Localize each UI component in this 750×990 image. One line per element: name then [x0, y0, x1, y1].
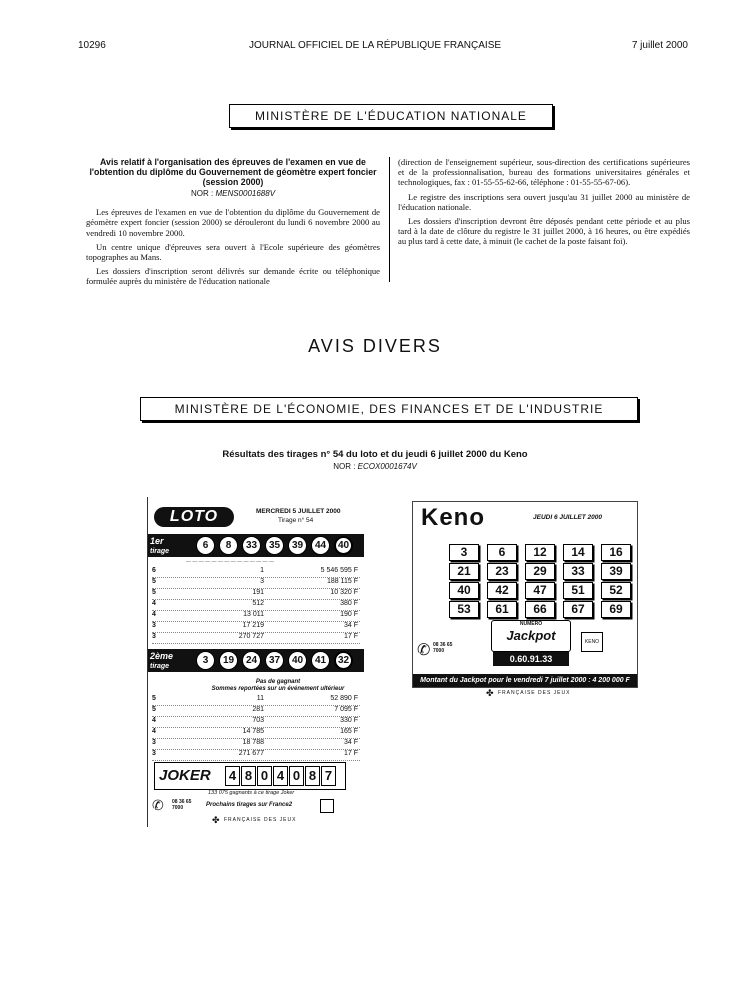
winners: 1 — [260, 567, 264, 574]
paragraph: (direction de l'enseignement supérieur, sous-direction des certifications supérieures et de la professionnalisation, bureau des formations universitaires générales et technologiques, fax : 01-55-55-62-66, téléphone : 01-55-55-67-06). — [398, 157, 690, 188]
keno-phone: 08 36 65 7000 — [433, 642, 453, 654]
numero-label: NUMERO — [519, 621, 543, 627]
winners: 11 — [256, 695, 264, 702]
tirage1-label — [150, 537, 169, 556]
winners: 17 219 — [242, 622, 264, 629]
rank: 3 — [152, 739, 156, 746]
phone-icon: ✆ — [152, 797, 164, 813]
keno-number: 39 — [601, 563, 631, 580]
complementary-ball: 40 — [334, 536, 353, 555]
prize-row — [152, 728, 360, 739]
keno-number: 33 — [563, 563, 593, 580]
section-title: AVIS DIVERS — [308, 336, 442, 356]
keno-number: 12 — [525, 544, 555, 561]
nor-code: MENS0001688V — [215, 189, 276, 198]
journal-title: JOURNAL OFFICIEL DE LA RÉPUBLIQUE FRANÇAISE — [248, 40, 502, 51]
joker-digit: 0 — [289, 766, 304, 786]
paragraph: Un centre unique d'épreuves sera ouvert à l'Ecole supérieure des géomètres topographes au Mans. — [86, 241, 380, 263]
rank: 5 — [152, 695, 156, 702]
loto-tirage-no: Tirage n° 54 — [278, 517, 314, 524]
prize-row — [152, 622, 360, 633]
lotto-ball: 19 — [219, 651, 238, 670]
gain: 190 F — [340, 611, 358, 618]
keno-number: 14 — [563, 544, 593, 561]
rank: 3 — [152, 750, 156, 757]
lotto-ball: 35 — [265, 536, 284, 555]
keno-number: 42 — [487, 582, 517, 599]
loto-footer: FRANÇAISE DES JEUX — [224, 817, 297, 823]
winners: 13 011 — [243, 611, 264, 618]
winners: 18 788 — [242, 739, 264, 746]
keno-logo: Keno — [421, 504, 485, 531]
winners: 512 — [252, 600, 264, 607]
rank: 5 — [152, 578, 156, 585]
lotto-ball: 39 — [288, 536, 307, 555]
avis-title: Avis relatif à l'organisation des épreuves de l'examen en vue de l'obtention du diplôme du Gouvernement de géomètre expert foncier (session 2000) — [89, 157, 377, 187]
winners: 191 — [252, 589, 264, 596]
lotto-ball: 24 — [242, 651, 261, 670]
rank: 3 — [152, 633, 156, 640]
rank: 5 — [152, 706, 156, 713]
prize-row — [152, 611, 360, 622]
tirage1-num: 1er — [150, 536, 164, 546]
prize-row — [152, 695, 360, 706]
joker-label: JOKER — [159, 767, 211, 784]
gain: 10 320 F — [330, 589, 358, 596]
rank: 4 — [152, 600, 156, 607]
next-draws: Prochains tirages sur France2 — [206, 802, 293, 808]
keno-number: 61 — [487, 601, 517, 618]
keno-number: 16 — [601, 544, 631, 561]
gain: 52 890 F — [330, 695, 358, 702]
ministry-economie-box: MINISTÈRE DE L'ÉCONOMIE, DES FINANCES ET DE L'INDUSTRIE — [140, 397, 638, 421]
keno-number: 52 — [601, 582, 631, 599]
clover-icon: ✤ — [212, 815, 220, 825]
lotto-ball: 40 — [288, 651, 307, 670]
rank: 4 — [152, 717, 156, 724]
winners: 270 727 — [238, 633, 264, 640]
rank: 5 — [152, 589, 156, 596]
keno-number: 40 — [449, 582, 479, 599]
loto-logo: LOTO — [154, 507, 234, 527]
tv-icon — [320, 799, 334, 813]
rank: 4 — [152, 728, 156, 735]
lotto-ball: 37 — [265, 651, 284, 670]
results-nor — [0, 462, 750, 471]
nor-label: NOR : — [333, 462, 356, 471]
keno-number: 66 — [525, 601, 555, 618]
joker-note: 133 075 gagnants à ce tirage Joker — [208, 790, 295, 796]
tirage2-label — [150, 652, 173, 671]
paragraph: Les dossiers d'inscription seront délivrés sur demande écrite ou téléphonique formulée auprès du ministère de l'éducation nationale — [86, 266, 380, 287]
lotto-ball: 41 — [311, 651, 330, 670]
joker-box — [154, 762, 346, 790]
loto-phone: 08 36 65 7000 — [172, 799, 192, 811]
column-divider — [389, 157, 390, 282]
loto-date: MERCREDI 5 JUILLET 2000 — [256, 508, 341, 515]
complementary-ball: 32 — [334, 651, 353, 670]
winners: 703 — [252, 717, 264, 724]
gain: 188 115 F — [326, 578, 358, 585]
tirage2-note1: Pas de gagnant — [255, 679, 301, 685]
gain: 5 546 595 F — [320, 567, 358, 574]
jackpot-box — [491, 620, 571, 652]
prize-row — [152, 578, 360, 589]
keno-number: 51 — [563, 582, 593, 599]
prize-row — [152, 589, 360, 600]
lotto-ball: 3 — [196, 651, 215, 670]
tirage1-word: tirage — [150, 548, 170, 555]
prize-row — [152, 567, 360, 578]
lotto-ball: 6 — [196, 536, 215, 555]
tirage2-note2: Sommes reportées sur un événement ultérieur — [211, 686, 345, 692]
avis-right-column — [398, 157, 690, 251]
joker-digit: 8 — [305, 766, 320, 786]
nor-code: ECOX0001674V — [357, 462, 417, 471]
keno-number: 47 — [525, 582, 555, 599]
gain: 34 F — [343, 622, 358, 629]
rank: 4 — [152, 611, 156, 618]
prize-row — [152, 706, 360, 717]
joker-digit: 7 — [321, 766, 336, 786]
keno-number: 3 — [449, 544, 479, 561]
tirage2-note — [208, 679, 348, 693]
keno-footer: FRANÇAISE DES JEUX — [498, 690, 571, 696]
winners: 14 785 — [242, 728, 264, 735]
rank: 3 — [152, 622, 156, 629]
tirage2-num: 2ème — [150, 651, 174, 661]
keno-date: JEUDI 6 JUILLET 2000 — [533, 514, 602, 521]
gain: 380 F — [340, 600, 358, 607]
prize-row — [152, 750, 360, 761]
rank: 6 — [152, 567, 156, 574]
gain: 34 F — [343, 739, 358, 746]
lotto-ball: 33 — [242, 536, 261, 555]
paragraph: Le registre des inscriptions sera ouvert jusqu'au 31 juillet 2000 au ministère de l'éducation nationale. — [398, 191, 690, 212]
prize-row — [152, 600, 360, 611]
gain: 330 F — [340, 717, 358, 724]
jackpot-value: 0.60.91.33 — [493, 652, 569, 666]
clover-icon: ✤ — [486, 688, 494, 698]
page-number: 10296 — [78, 40, 106, 51]
avis-nor — [86, 189, 380, 199]
winners: 3 — [260, 578, 264, 585]
jackpot-bar: Montant du Jackpot pour le vendredi 7 juillet 2000 : 4 200 000 F — [413, 674, 637, 687]
joker-digit: 0 — [257, 766, 272, 786]
gain: 17 F — [343, 633, 358, 640]
gain: 7 095 F — [334, 706, 358, 713]
ministry-education-box: MINISTÈRE DE L'ÉDUCATION NATIONALE — [229, 104, 553, 128]
lotto-ball: 8 — [219, 536, 238, 555]
keno-number: 69 — [601, 601, 631, 618]
keno-results-card — [412, 501, 638, 688]
winners: 271 677 — [238, 750, 264, 757]
joker-digit: 4 — [225, 766, 240, 786]
paragraph: Les dossiers d'inscription devront être déposés pendant cette période et au plus tard à la date de clôture du registre le 31 juillet 2000, à 16 heures, ou être expédiés au plus tard à cette date, à minuit (le cachet de la poste faisant foi). — [398, 216, 690, 247]
joker-digit: 4 — [273, 766, 288, 786]
prize-row — [152, 633, 360, 644]
tirage2-word: tirage — [150, 663, 170, 670]
phone-icon: ✆ — [417, 642, 431, 659]
keno-number: 53 — [449, 601, 479, 618]
keno-number: 23 — [487, 563, 517, 580]
joker-digit: 8 — [241, 766, 256, 786]
header-date: 7 juillet 2000 — [631, 40, 688, 51]
prize-row — [152, 739, 360, 750]
gain: 17 F — [343, 750, 358, 757]
paragraph: Les épreuves de l'examen en vue de l'obtention du diplôme du Gouvernement de géomètre expert foncier (session 2000) se dérouleront du lundi 6 novembre 2000 au vendredi 10 novembre 2000. — [86, 207, 380, 238]
keno-number: 6 — [487, 544, 517, 561]
winners: 281 — [252, 706, 264, 713]
jackpot-label: Jackpot — [506, 628, 556, 643]
keno-number: 21 — [449, 563, 479, 580]
prize-row — [152, 717, 360, 728]
nor-label: NOR : — [190, 189, 214, 198]
avis-left-column — [86, 157, 380, 291]
lotto-ball: 44 — [311, 536, 330, 555]
loto-results-card — [147, 497, 364, 827]
results-title: Résultats des tirages n° 54 du loto et du jeudi 6 juillet 2000 du Keno — [222, 449, 528, 460]
keno-side-label: KENO — [581, 632, 603, 652]
gain: 165 F — [340, 728, 358, 735]
keno-number: 29 — [525, 563, 555, 580]
tirage1-col-headers: — — — — — — — — — — — — — — — [186, 559, 275, 565]
keno-number: 67 — [563, 601, 593, 618]
